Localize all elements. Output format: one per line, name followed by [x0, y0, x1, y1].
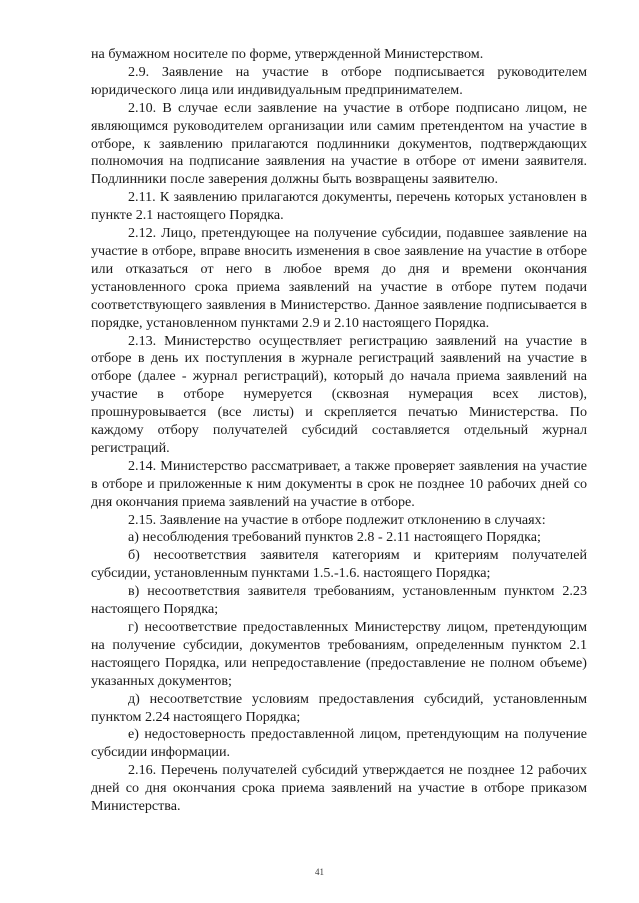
- page-number: 41: [315, 867, 324, 877]
- list-item-b: б) несоответствия заявителя категориям и критериям получателей субсидии, установленным пунктами 1.5.-1.6. настоящего Порядка;: [91, 547, 587, 582]
- list-item-g: г) несоответствие предоставленных Министерству лицом, претендующим на получение субсидии, документов требованиям, определенным пунктом 2.1 настоящего Порядка, или непредоставление (предоставление не полном объеме) указанных документов;: [91, 619, 587, 689]
- paragraph-2-10: 2.10. В случае если заявление на участие в отборе подписано лицом, не являющимся руководителем организации или самим претендентом на участие в отборе, к заявлению прилагаются подлинники документов, подтверждающих полномочия на подписание заявления на участие в отборе от имени заявителя. Подлинники после заверения должны быть возвращены заявителю.: [91, 99, 587, 188]
- list-item-d: д) несоответствие условиям предоставления субсидий, установленным пунктом 2.24 настоящего Порядка;: [91, 690, 587, 725]
- paragraph-2-16: 2.16. Перечень получателей субсидий утверждается не позднее 12 рабочих дней со дня окончания срока приема заявлений на участие в отборе приказом Министерства.: [91, 762, 587, 815]
- list-item-a: а) несоблюдения требований пунктов 2.8 - 2.11 настоящего Порядка;: [128, 529, 541, 546]
- list-item-e: е) недостоверность предоставленной лицом, претендующим на получение субсидии информации.: [91, 726, 587, 761]
- paragraph-2-15: 2.15. Заявление на участие в отборе подлежит отклонению в случаях:: [128, 511, 546, 528]
- paragraph-2-13: 2.13. Министерство осуществляет регистрацию заявлений на участие в отборе в день их поступления в журнале регистраций заявлений на участие в отборе (далее - журнал регистраций), который до начала приема заявлений на участие в отборе нумеруется (сквозная нумерация всех листов), прошнуровывается (все листы) и скрепляется печатью Министерства. По каждому отбору получателей субсидий составляется отдельный журнал регистраций.: [91, 332, 587, 456]
- paragraph-2-12: 2.12. Лицо, претендующее на получение субсидии, подавшее заявление на участие в отборе, вправе вносить изменения в свое заявление на участие в отборе или отказаться от него в любое время до дня и времени окончания установленного срока приема заявлений на участие в отборе путем подачи соответствующего заявления в Министерство. Данное заявление подписывается в порядке, установленном пунктами 2.9 и 2.10 настоящего Порядка.: [91, 225, 587, 331]
- paragraph-2-14: 2.14. Министерство рассматривает, а также проверяет заявления на участие в отборе и приложенные к ним документы в срок не позднее 10 рабочих дней со дня окончания приема заявлений на участие в отборе.: [91, 457, 587, 510]
- document-body: [91, 46, 587, 816]
- paragraph-2-9: 2.9. Заявление на участие в отборе подписывается руководителем юридического лица или индивидуальным предпринимателем.: [91, 63, 587, 98]
- list-item-v: в) несоответствия заявителя требованиям, установленным пунктом 2.23 настоящего Порядка;: [91, 583, 587, 618]
- paragraph-continuation: на бумажном носителе по форме, утвержденной Министерством.: [91, 46, 484, 62]
- paragraph-2-11: 2.11. К заявлению прилагаются документы, перечень которых установлен в пункте 2.1 настоящего Порядка.: [91, 189, 587, 224]
